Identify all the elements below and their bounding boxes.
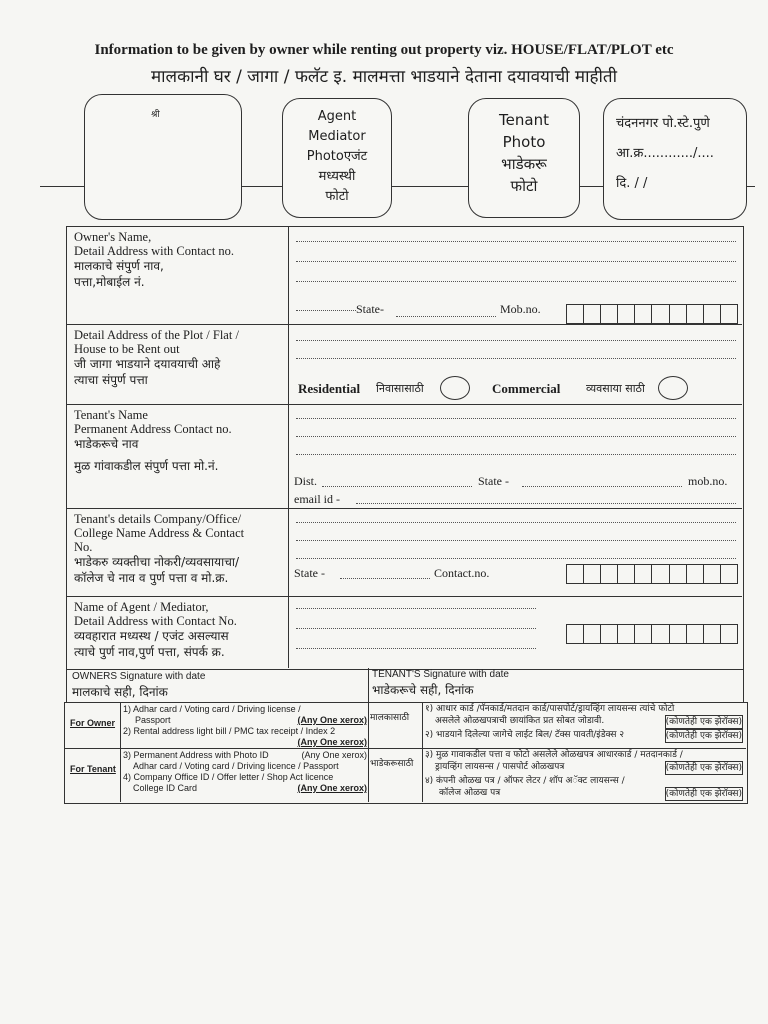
tenant-dist-field[interactable] <box>322 486 472 487</box>
owner-signature-label: OWNERS Signature with date <box>72 671 206 682</box>
property-label-line: त्याचा संपुर्ण पत्ता <box>74 373 148 387</box>
agent-photo-line: फोटो <box>325 189 349 204</box>
row-separator <box>66 508 742 509</box>
owner-mobile-boxes[interactable] <box>566 304 738 324</box>
documents-divider <box>422 702 423 802</box>
tenant-photo-line: भाडेकरू <box>501 155 547 173</box>
owner-doc-mr-xerox: (कोणतेही एक झेरॉक्स) <box>665 731 742 741</box>
tenant-work-label-line: No. <box>74 540 93 554</box>
owner-doc-mr-line: २) भाडयाने दिलेल्या जागेचे लाईट बिल/ टॅक्स पावती/इंडेक्स २ <box>425 730 625 740</box>
owner-doc-xerox: (Any One xerox) <box>297 737 367 747</box>
tenant-label-line: Permanent Address Contact no. <box>74 422 232 436</box>
residential-label: Residential <box>298 381 361 396</box>
tenant-address-field[interactable] <box>296 436 736 437</box>
form-title-english: Information to be given by owner while renting out property viz. HOUSE/FLAT/PLOT etc <box>94 42 674 58</box>
property-label-line: Detail Address of the Plot / Flat / <box>74 328 239 342</box>
agent-photo-line: Agent <box>317 109 357 124</box>
owner-label-line: मालकाचे संपुर्ण नाव, <box>74 259 164 273</box>
owner-doc-line: Passport <box>135 715 171 725</box>
station-number: आ.क्र............/.... <box>616 146 714 161</box>
tenant-doc-mr-line: ४) कंपनी ओळख पत्र / ऑफर लेटर / शॉप अॅक्ट लायसन्स / <box>425 776 625 786</box>
owner-state-field[interactable] <box>396 316 496 317</box>
row-separator <box>66 596 742 597</box>
residential-label-mr: निवासासाठी <box>376 382 424 395</box>
agent-label-line: Name of Agent / Mediator, <box>74 600 209 614</box>
property-label <box>74 328 288 388</box>
owner-doc-mr-xerox: (कोणतेही एक झेरॉक्स) <box>665 717 742 727</box>
owner-name-field[interactable] <box>296 241 736 242</box>
tenant-label-line: भाडेकरूचे नाव <box>74 437 139 451</box>
agent-label-line: व्यवहारात मध्यस्थ / एजंट असल्यास <box>74 629 229 643</box>
tenant-work-state-label: State - <box>294 566 325 580</box>
owner-doc-line: 1) Adhar card / Voting card / Driving license / <box>123 704 301 714</box>
agent-name-field[interactable] <box>296 608 536 609</box>
tenant-work-contact-label: Contact.no. <box>434 566 490 580</box>
tenant-label-line: मुळ गांवाकडील संपुर्ण पत्ता मो.नं. <box>74 459 219 473</box>
owner-dist-field[interactable] <box>296 310 356 311</box>
police-station-box <box>603 98 747 220</box>
row-separator <box>66 324 742 325</box>
tenant-label-line: Tenant's Name <box>74 408 148 422</box>
owner-doc-xerox: (Any One xerox) <box>297 715 367 725</box>
tenant-doc-xerox: (Any One xerox) <box>297 783 367 793</box>
tenant-doc-mr-xerox: (कोणतेही एक झेरॉक्स) <box>665 763 742 773</box>
station-name: चंदननगर पो.स्टे.पुणे <box>616 116 710 131</box>
tenant-doc-xerox: (Any One xerox) <box>301 750 367 760</box>
commercial-label: Commercial <box>492 381 561 396</box>
row-separator <box>66 404 742 405</box>
tenant-documents-mr <box>425 749 743 801</box>
tenant-documents-en <box>123 750 367 794</box>
tenant-work-contact-boxes[interactable] <box>566 564 738 584</box>
agent-label <box>74 600 288 660</box>
property-address-field[interactable] <box>296 358 736 359</box>
tenant-documents-mr-head: भाडेकरूसाठी <box>370 759 414 769</box>
tenant-doc-mr-line: ड्रायव्हिंग लायसन्स / पासपोर्ट ओळखपत्र <box>435 762 565 772</box>
agent-photo-line: Photoएजंट <box>306 149 368 164</box>
owner-address-field[interactable] <box>296 261 736 262</box>
for-owner-label: For Owner <box>70 718 116 728</box>
tenant-label <box>74 408 288 474</box>
tenant-dist-label: Dist. <box>294 474 318 488</box>
owner-doc-line: 2) Rental address light bill / PMC tax receipt / Index 2 <box>123 726 336 736</box>
tenant-work-state-field[interactable] <box>340 578 430 579</box>
tenant-work-label <box>74 512 288 586</box>
owner-documents-en <box>123 704 367 748</box>
tenant-doc-mr-line: ३) मुळ गावाकडील पत्ता व फोटो असलेले ओळखपत्र आधारकार्ड / मतदानकार्ड / <box>425 750 683 760</box>
residential-checkbox[interactable] <box>440 376 470 400</box>
tenant-email-field[interactable] <box>356 503 736 504</box>
agent-label-line: Detail Address with Contact No. <box>74 614 237 628</box>
tenant-photo-line: Tenant <box>499 111 549 129</box>
owner-photo-box[interactable] <box>84 94 242 220</box>
tenant-work-label-line: कॉलेज चे नाव व पुर्ण पत्ता व मो.क्र. <box>74 571 229 585</box>
documents-divider <box>368 702 369 802</box>
owner-label <box>74 230 286 290</box>
tenant-work-field[interactable] <box>296 522 736 523</box>
tenant-photo-box[interactable] <box>468 98 580 218</box>
tenant-email-label: email id - <box>294 492 340 506</box>
agent-address-field[interactable] <box>296 648 536 649</box>
tenant-doc-line: Adhar card / Voting card / Driving licence / Passport <box>133 761 339 771</box>
table-divider <box>288 226 289 668</box>
tenant-work-field[interactable] <box>296 540 736 541</box>
documents-divider <box>120 702 121 802</box>
agent-address-field[interactable] <box>296 628 536 629</box>
owner-signature-label-mr[interactable]: मालकाचे सही, दिनांक <box>72 685 168 699</box>
commercial-checkbox[interactable] <box>658 376 688 400</box>
tenant-work-field[interactable] <box>296 558 736 559</box>
tenant-doc-line: 3) Permanent Address with Photo ID <box>123 750 269 760</box>
agent-photo-box[interactable] <box>282 98 392 218</box>
owner-doc-mr-line: असलेले ओळखपत्राची छायांकित प्रत सोबत जोडावी. <box>435 716 605 726</box>
tenant-work-label-line: भाडेकरु व्यक्तीचा नोकरी/व्यवसायाचा/ <box>74 555 239 569</box>
tenant-doc-line: 4) Company Office ID / Offer letter / Shop Act licence <box>123 772 334 782</box>
agent-contact-boxes[interactable] <box>566 624 738 644</box>
tenant-signature-label-mr[interactable]: भाडेकरूचे सही, दिनांक <box>372 683 474 697</box>
tenant-doc-mr-line: कॉलेज ओळख पत्र <box>439 788 501 798</box>
tenant-work-label-line: College Name Address & Contact <box>74 526 245 540</box>
commercial-label-mr: व्यवसाया साठी <box>586 382 645 395</box>
for-tenant-label: For Tenant <box>70 764 116 774</box>
owner-address-field[interactable] <box>296 281 736 282</box>
owner-documents-mr <box>425 703 743 743</box>
station-date: दि. / / <box>616 176 648 191</box>
tenant-name-field[interactable] <box>296 418 736 419</box>
tenant-doc-line: College ID Card <box>133 783 198 793</box>
owner-label-line: पत्ता,मोबाईल नं. <box>74 275 145 289</box>
property-label-line: जी जागा भाडयाने दयावयाची आहे <box>74 357 221 371</box>
tenant-state-label: State - <box>478 474 509 488</box>
tenant-photo-line: फोटो <box>510 177 538 195</box>
owner-label-line: Owner's Name, <box>74 230 152 244</box>
owner-mob-label: Mob.no. <box>500 302 541 316</box>
owner-photo-mark: श्री <box>151 110 160 120</box>
tenant-address-field[interactable] <box>296 454 736 455</box>
agent-label-line: त्याचे पुर्ण नाव,पुर्ण पत्ता, संपर्क क्र. <box>74 645 225 659</box>
property-address-field[interactable] <box>296 340 736 341</box>
tenant-photo-line: Photo <box>502 133 546 151</box>
tenant-signature-label: TENANT'S Signature with date <box>372 669 509 680</box>
tenant-mob-label: mob.no. <box>688 474 728 488</box>
owner-label-line: Detail Address with Contact no. <box>74 244 235 258</box>
owner-doc-mr-line: १) आधार कार्ड /पॅनकार्ड/मतदान कार्ड/पासपोर्ट/ड्रायव्हिंग लायसन्स त्यांचे फोटो <box>425 704 675 714</box>
agent-photo-line: मध्यस्थी <box>318 169 356 184</box>
tenant-work-label-line: Tenant's details Company/Office/ <box>74 512 242 526</box>
tenant-doc-mr-xerox: (कोणतेही एक झेरॉक्स) <box>665 789 742 799</box>
tenant-state-field[interactable] <box>522 486 682 487</box>
form-title-marathi: मालकानी घर / जागा / फलॅट इ. मालमत्ता भाडयाने देताना दयावयाची माहीती <box>150 67 618 87</box>
agent-photo-line: Mediator <box>308 129 366 144</box>
property-label-line: House to be Rent out <box>74 342 180 356</box>
owner-state-label: State- <box>356 302 384 316</box>
owner-documents-mr-head: मालकासाठी <box>370 713 410 723</box>
